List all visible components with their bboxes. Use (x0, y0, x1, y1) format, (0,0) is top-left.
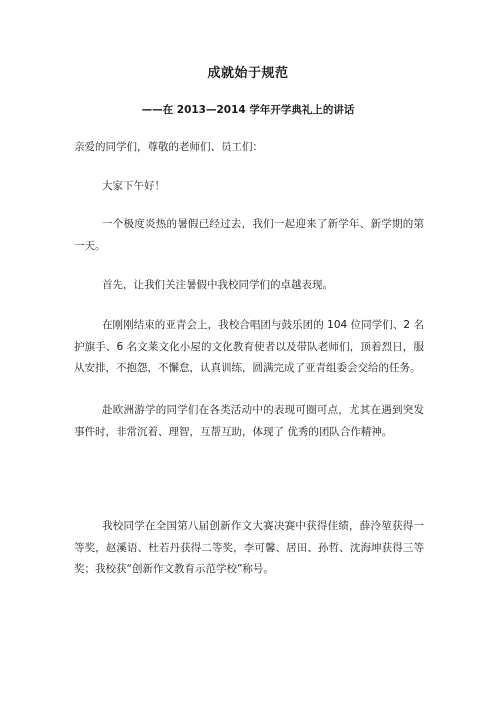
greeting: 大家下午好！ (102, 180, 165, 192)
salutation: 亲爱的同学们，尊敬的老师们、员工们： (74, 141, 263, 153)
paragraph-2: 首先，让我们关注暑假中我校同学们的卓越表现。 (102, 279, 333, 291)
paragraph-3: 在刚刚结束的亚青会上，我校合唱团与鼓乐团的 104 位同学们、2 名护旗手、6 名文莱文化小屋的文化教育使者以及带队老师们，顶着烈日，服从安排，不抱怨，不懈怠，认真训练，圆满完成了亚青组委会交给的任务。 (74, 319, 424, 374)
paragraph-5: 我校同学在全国第八届创新作文大赛决赛中获得佳绩，薛泠堃获得一等奖，赵溪语、杜若丹获得二等奖，李可馨、居田、孙哲、沈海坤获得三等奖；我校获“创新作文教育示范学校”称号。 (74, 520, 424, 575)
paragraph-4: 赴欧洲游学的同学们在各类活动中的表现可圈可点，尤其在遇到突发事件时，非常沉着、理智，互帮互助，体现了 优秀的团队合作精神。 (74, 404, 424, 438)
paragraph-1: 一个极度炎热的暑假已经过去，我们一起迎来了新学年、新学期的第一天。 (74, 218, 424, 252)
document-title: 成就始于规范 (207, 66, 289, 81)
document-subtitle: ——在 2013—2014 学年开学典礼上的讲话 (141, 104, 355, 116)
